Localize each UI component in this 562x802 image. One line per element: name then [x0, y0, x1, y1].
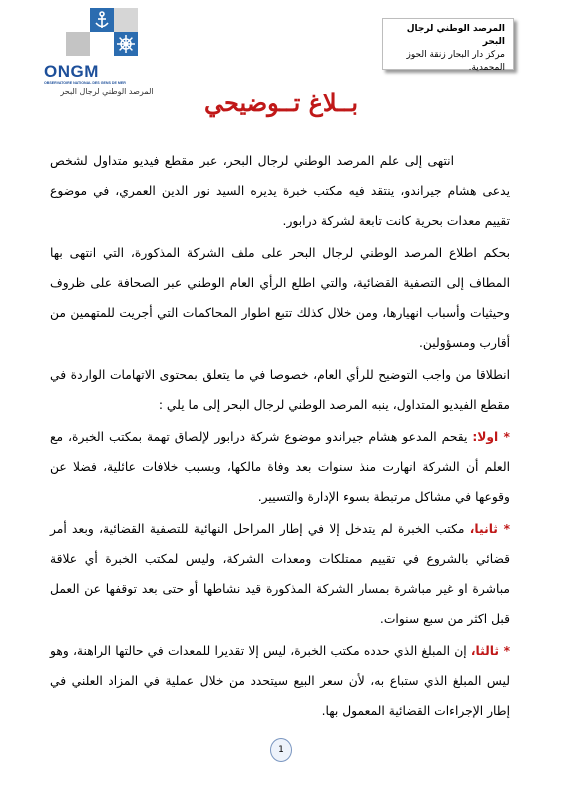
point-item — [50, 514, 510, 634]
point-text: يقحم المدعو هشام جيراندو موضوع شركة درابور لإلصاق تهمة بمكتب الخبرة، مع العلم أن الشركة انهارت منذ سنوات بعد وفاة مالكها، وبسبب خلافات عائلية، فضلا عن وقوعها في مشاكل مرتبطة بسوء الإدارة والتسيير. — [50, 430, 510, 504]
document-body — [50, 146, 510, 726]
paragraph: انطلاقا من واجب التوضيح للرأي العام، خصوصا في ما يتعلق بمحتوى الاتهامات الواردة في مقطع الفيديو المتداول، ينبه المرصد الوطني لرجال البحر إلى ما يلي : — [50, 368, 510, 412]
anchor-icon — [90, 8, 114, 32]
page-title: بــلاغ تــوضيحي — [204, 88, 358, 117]
logo-tile — [90, 32, 114, 56]
point-label: * اولا: — [472, 430, 510, 444]
address-line-2: مركز دار البحار زنقة الحوز المحمدية. — [406, 50, 505, 73]
address-line-1: المرصد الوطني لرجال البحر — [406, 24, 505, 47]
logo-tile — [66, 8, 90, 32]
point-item — [50, 636, 510, 726]
logo-subtitle-fr: OBSERVATOIRE NATIONAL DES GENS DE MER — [44, 81, 126, 85]
logo-tiles — [66, 8, 158, 68]
page-number: 1 — [270, 738, 292, 762]
logo-subtitle-ar: المرصد الوطني لرجال البحر — [60, 87, 154, 96]
logo-tile — [66, 32, 90, 56]
paragraph: بحكم اطلاع المرصد الوطني لرجال البحر على ملف الشركة المذكورة، التي انتهى بها المطاف إلى التصفية القضائية، والتي اطلع الرأي العام الوطني عبر الصحافة على ظروف وحيثيات وأسباب انهيارها، ومن خلال كذلك تتبع اطوار المحاكمات التي أجريت للمتهمين من أقارب ومسؤولين. — [50, 246, 510, 350]
point-item — [50, 422, 510, 512]
point-label: * ثانيا، — [469, 522, 511, 536]
ship-wheel-icon — [114, 32, 138, 56]
logo-tile — [114, 8, 138, 32]
paragraph: انتهى إلى علم المرصد الوطني لرجال البحر، عبر مقطع فيديو متداول لشخص يدعى هشام جيراندو، ينتقد فيه مكتب خبرة يديره السيد نور الدين العمري، في موضوع تقييم معدات بحرية كانت تابعة لشركة درابور. — [50, 154, 510, 228]
logo-name: ONGM — [44, 62, 99, 81]
point-label: * ثالثا، — [470, 644, 511, 658]
address-box — [382, 18, 514, 73]
point-text: مكتب الخبرة لم يتدخل إلا في إطار المراحل النهائية للتصفية القضائية، وبعد أمر قضائي بالشروع في تقييم ممتلكات ومعدات الشركة، وليس لمكتب الخبرة أي علاقة مباشرة او غير مباشرة بمسار الشركة المذكورة قيد نشاطها أو حتى بعد توقفها عن العمل قبل اكثر من سبع سنوات. — [50, 522, 510, 626]
point-text: إن المبلغ الذي حدده مكتب الخبرة، ليس إلا تقديرا للمعدات في حالتها الراهنة، وهو ليس المبلغ الذي ستباع به، لأن سعر البيع سيتحدد من خلال عملية في المزاد العلني في إطار الإجراءات القضائية المعمول بها. — [50, 644, 510, 718]
ongm-logo — [44, 8, 168, 96]
